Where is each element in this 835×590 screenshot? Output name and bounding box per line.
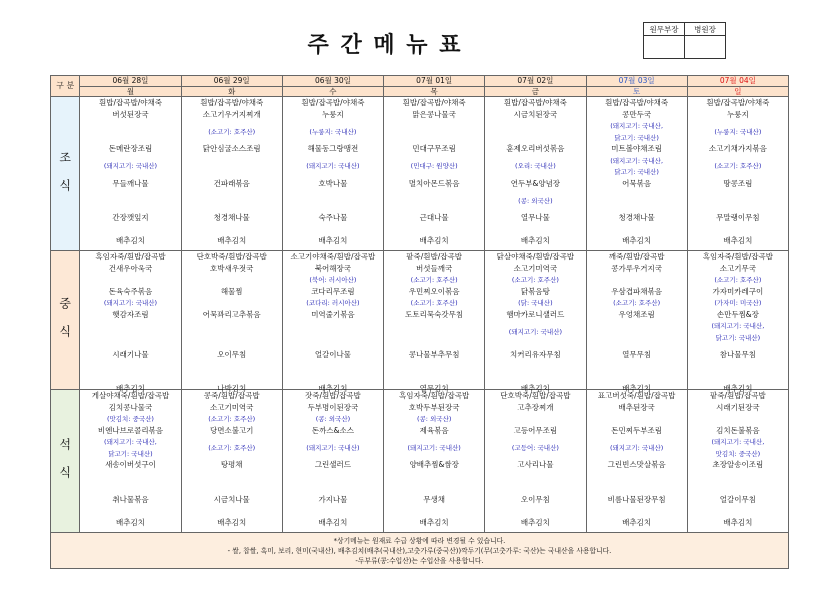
menu-item: 김치콩나물국: [108, 402, 153, 412]
menu-cell: [687, 251, 788, 394]
menu-item: 시금치된장국: [513, 109, 558, 119]
weekly-menu-table: [50, 75, 789, 569]
menu-item: 소고기야채죽/흰밥/잡곡밥: [290, 252, 376, 261]
menu-cell: [384, 390, 485, 533]
menu-item: 흰밥/잡곡밥/야채죽: [503, 98, 567, 107]
origin-note: (돼지고기: 국내산,: [104, 438, 157, 446]
menu-item: 무들깨나물: [112, 178, 149, 188]
menu-item: 취나물볶음: [112, 494, 149, 504]
menu-item: 흰밥/잡곡밥/야채죽: [605, 98, 669, 107]
menu-item: 김치돈불볶음: [716, 425, 760, 435]
menu-item: 흰밥/잡곡밥/야채죽: [301, 98, 365, 107]
origin-note: (소고기: 호주산): [511, 276, 559, 284]
menu-item: 우삼겹파채볶음: [611, 286, 662, 296]
origin-note: (코다리: 러시아산): [306, 299, 360, 307]
menu-item: 근대나물: [419, 213, 449, 222]
menu-item: 흑임자죽/흰밥/잡곡밥: [95, 252, 166, 261]
menu-cell: [586, 97, 687, 251]
menu-item: 시래기된장국: [716, 402, 760, 412]
menu-item: 흰밥/잡곡밥/야채죽: [98, 98, 162, 107]
menu-item: 소고기무국: [719, 263, 756, 273]
menu-item: 비름나물된장무침: [607, 494, 666, 504]
origin-note: (소고기: 호주산): [208, 443, 256, 452]
menu-item: 제육볶음: [419, 425, 449, 435]
menu-item: 배추김치: [115, 517, 145, 527]
menu-item: 코다리무조림: [311, 286, 355, 296]
menu-item: 나박김치: [217, 384, 247, 394]
origin-note: (가자미: 미국산): [714, 299, 762, 307]
origin-note: (소고기: 호주산): [714, 162, 762, 171]
menu-cell: [687, 390, 788, 533]
menu-item: 배추김치: [419, 236, 449, 245]
menu-item: 흰밥/잡곡밥/야채죽: [402, 98, 466, 107]
menu-cell: [181, 97, 282, 251]
date-cell: 07월 03일: [586, 76, 687, 87]
menu-item: 콩만두국: [622, 109, 652, 119]
menu-item: 땅콩조림: [723, 178, 753, 188]
menu-item: 어묵볶음: [622, 178, 652, 188]
gubun-header: 구 분: [51, 76, 80, 97]
origin-note: 닭고기: 국내산): [614, 133, 659, 142]
menu-cell: [181, 390, 282, 533]
menu-item: 우엉채조림: [618, 309, 655, 319]
day-cell: 일: [687, 87, 788, 97]
origin-note: 맛김치: 중국산): [715, 449, 761, 458]
origin-note: (소고기: 호주산): [714, 276, 762, 284]
menu-item: 배추김치: [217, 517, 247, 527]
menu-item: 호박두부된장국: [408, 402, 460, 412]
origin-note: (콩: 외국산): [315, 415, 351, 423]
menu-item: 잣죽/흰밥/잡곡밥: [305, 391, 361, 400]
origin-note: (돼지고기: 국내산): [103, 299, 158, 307]
menu-item: 탕평채: [220, 460, 243, 469]
menu-item: 무말랭이무침: [716, 213, 760, 222]
origin-note: (닭: 국내산): [518, 299, 553, 307]
menu-item: 누룽지: [322, 109, 344, 119]
menu-cell: [80, 251, 181, 394]
meal-label: 석 식: [51, 390, 80, 533]
menu-cell: [485, 97, 586, 251]
menu-item: 소고기미역국: [209, 402, 254, 412]
note-line: *상기메뉴는 원재료 수급 상황에 따라 변경될 수 있습니다.: [333, 537, 506, 545]
menu-item: 손만두찜&장: [716, 309, 759, 319]
menu-item: 표고버섯죽/흰밥/잡곡밥: [597, 391, 676, 400]
menu-item: 콩나물부추무침: [408, 349, 460, 359]
date-cell: 06월 28일: [80, 76, 181, 87]
menu-item: 고사리나물: [517, 460, 554, 469]
origin-note: 닭고기: 국내산): [715, 333, 761, 342]
origin-note: 닭고기: 국내산): [108, 449, 153, 458]
menu-item: 얼갈이나물: [314, 349, 352, 359]
menu-cell: [586, 251, 687, 394]
origin-note: (누룽지: 국내산): [714, 127, 762, 136]
menu-item: 민대구무조림: [412, 144, 456, 153]
menu-item: 연두부&양념장: [510, 178, 561, 188]
menu-item: 팥죽/흰밥/잡곡밥: [709, 391, 766, 400]
menu-item: 열무나물: [520, 213, 550, 222]
note-line: -두부류(콩:수입산)는 수입산을 사용합니다.: [355, 557, 484, 565]
notes-cell: [51, 533, 789, 569]
menu-item: 돈민찌두부조림: [611, 425, 662, 435]
menu-item: 그린빈스맛살볶음: [607, 460, 666, 469]
menu-item: 닭안심굴소스조림: [202, 144, 261, 153]
menu-item: 햇감자조림: [112, 309, 149, 319]
menu-item: 호박나물: [318, 178, 348, 188]
origin-note: (소고기: 호주산): [613, 299, 661, 307]
day-cell: 목: [384, 87, 485, 97]
origin-note: (오리: 국내산): [515, 162, 556, 171]
day-cell: 월: [80, 87, 181, 97]
menu-item: 돈메란장조림: [108, 144, 153, 153]
meal-row-breakfast: [51, 97, 789, 251]
menu-item: 소고기채가지볶음: [708, 144, 767, 153]
menu-item: 배추김치: [723, 236, 753, 245]
menu-item: 북어해장국: [314, 263, 352, 273]
menu-cell: [282, 251, 383, 394]
menu-item: 배추김치: [622, 384, 652, 394]
menu-item: 닭볶음탕: [520, 286, 550, 296]
origin-note: (돼지고기: 국내산): [103, 162, 158, 171]
menu-item: 배추김치: [318, 384, 348, 394]
menu-item: 건새우아욱국: [108, 263, 153, 273]
menu-item: 배추김치: [419, 517, 449, 527]
menu-item: 무생채: [423, 494, 446, 504]
signature-cell: [644, 36, 685, 59]
menu-item: 돈까스&소스: [311, 425, 354, 435]
meal-label: 중 식: [51, 251, 80, 390]
menu-item: 건파래볶음: [213, 178, 250, 188]
menu-item: 소고기우거지찌개: [202, 109, 261, 119]
menu-cell: [282, 97, 383, 251]
origin-note: (돼지고기: 국내산): [306, 162, 360, 171]
menu-item: 치커리유자무침: [510, 349, 561, 359]
approval-box: [643, 22, 726, 59]
menu-item: 단호박죽/흰밥/잡곡밥: [500, 391, 571, 400]
menu-item: 시금치나물: [213, 494, 250, 504]
menu-item: 고등어무조림: [513, 425, 558, 435]
meal-row-lunch: [51, 251, 789, 390]
meal-row-dinner: [51, 390, 789, 533]
page-title: 주 간 메 뉴 표: [307, 33, 463, 58]
menu-item: 어묵꽈리고추볶음: [202, 309, 261, 319]
approval-label: 병원장: [685, 23, 726, 36]
menu-item: 오이무침: [217, 349, 247, 359]
menu-item: 비엔나브로콜리볶음: [97, 425, 164, 435]
menu-item: 배추김치: [520, 236, 550, 245]
origin-note: (소고기: 호주산): [208, 415, 256, 423]
menu-item: 새송이버섯구이: [105, 460, 156, 469]
menu-item: 미역줄기볶음: [311, 309, 355, 319]
day-cell: 화: [181, 87, 282, 97]
origin-note: (돼지고기: 국내산): [508, 327, 563, 336]
date-cell: 07월 02일: [485, 76, 586, 87]
menu-item: 간장깻잎지: [112, 213, 149, 222]
menu-item: 버섯된장국: [112, 109, 149, 119]
menu-item: 흰밥/잡곡밥/야채죽: [706, 98, 770, 107]
date-cell: 07월 04일: [687, 76, 788, 87]
menu-cell: [485, 251, 586, 394]
origin-note: (맛김치: 중국산): [106, 415, 154, 423]
menu-item: 배추김치: [723, 517, 753, 527]
menu-cell: [586, 390, 687, 533]
menu-item: 청경채나물: [618, 213, 655, 222]
signature-cell: [685, 36, 726, 59]
menu-item: 호박새우젓국: [209, 263, 254, 273]
menu-item: 얼갈이무침: [719, 494, 756, 504]
menu-item: 돈육숙주볶음: [108, 286, 153, 296]
menu-cell: [80, 97, 181, 251]
menu-item: 배추김치: [115, 236, 145, 245]
menu-item: 게살야채죽/흰밥/잡곡밥: [91, 391, 170, 400]
day-row: [51, 87, 789, 97]
origin-note: (고등어: 국내산): [511, 443, 559, 452]
menu-item: 해물찜: [220, 286, 243, 296]
menu-item: 배추김치: [217, 236, 247, 245]
menu-item: 두부명이된장국: [307, 402, 359, 412]
meal-label: 조 식: [51, 97, 80, 251]
menu-item: 가지나물: [318, 494, 348, 504]
menu-item: 참나물무침: [719, 349, 756, 359]
origin-note: (민대구: 원양산): [410, 162, 458, 171]
menu-item: 콩가루우거지국: [611, 263, 662, 273]
notes-row: [51, 533, 789, 569]
origin-note: (콩: 외국산): [416, 415, 452, 423]
menu-cell: [485, 390, 586, 533]
menu-item: 배추김치: [622, 517, 652, 527]
menu-cell: [181, 251, 282, 394]
menu-item: 우민찌오이볶음: [408, 286, 460, 296]
menu-item: 오이무침: [520, 494, 550, 504]
menu-item: 흑임자죽/흰밥/잡곡밥: [399, 391, 470, 400]
menu-item: 배추김치: [520, 384, 550, 394]
day-cell: 수: [282, 87, 383, 97]
menu-item: 햄마카로니샐러드: [506, 309, 565, 319]
menu-item: 미트볼야채조림: [611, 144, 662, 153]
menu-item: 배추김치: [318, 517, 348, 527]
menu-item: 청경채나물: [213, 213, 250, 222]
menu-item: 흰밥/잡곡밥/야채죽: [200, 98, 264, 107]
origin-note: (소고기: 호주산): [208, 127, 256, 136]
menu-item: 양배추찜&쌈장: [409, 460, 459, 469]
origin-note: (돼지고기: 국내산): [306, 443, 360, 452]
menu-item: 콩죽/흰밥/잡곡밥: [203, 391, 260, 400]
menu-item: 멸치아몬드볶음: [408, 178, 460, 188]
menu-cell: [384, 97, 485, 251]
menu-item: 해물동그랑땡전: [307, 144, 359, 153]
date-cell: 07월 01일: [384, 76, 485, 87]
origin-note: (돼지고기: 국내산): [609, 443, 664, 452]
menu-item: 훈제오리버섯볶음: [506, 144, 565, 153]
date-row: [51, 76, 789, 87]
menu-item: 가자미카레구이: [712, 286, 764, 296]
menu-item: 열무김치: [419, 384, 449, 394]
origin-note: (돼지고기: 국내산): [407, 443, 461, 452]
menu-item: 그린샐러드: [314, 460, 352, 469]
day-cell: 토: [586, 87, 687, 97]
menu-item: 배추김치: [115, 384, 145, 394]
day-cell: 금: [485, 87, 586, 97]
menu-item: 배추김치: [318, 236, 348, 245]
menu-cell: [384, 251, 485, 394]
menu-item: 흑임자죽/흰밥/잡곡밥: [702, 252, 773, 261]
origin-note: (돼지고기: 국내산,: [711, 438, 765, 446]
menu-item: 배추김치: [723, 384, 753, 394]
date-cell: 06월 30일: [282, 76, 383, 87]
note-line: - 쌀, 찹쌀, 흑미, 보리, 현미(국내산), 배추김치(배추(국내산),고춧가루(중국산))깍두기(무(고춧가루: 국산)는 국내산을 사용합니다.: [227, 547, 612, 555]
origin-note: (콩: 외국산): [518, 196, 553, 205]
origin-note: (돼지고기: 국내산,: [610, 122, 664, 130]
menu-cell: [282, 390, 383, 533]
menu-item: 당면소불고기: [209, 425, 254, 435]
origin-note: 닭고기: 국내산): [614, 168, 659, 176]
menu-item: 초장알송이조림: [712, 460, 764, 469]
menu-item: 깨죽/흰밥/잡곡밥: [608, 252, 665, 261]
menu-item: 숙주나물: [318, 213, 348, 222]
origin-note: (소고기: 호주산): [410, 276, 458, 284]
menu-item: 열무무침: [622, 349, 652, 359]
menu-cell: [80, 390, 181, 533]
menu-item: 버섯들깨국: [416, 263, 453, 273]
origin-note: (소고기: 호주산): [410, 299, 458, 307]
menu-item: 누룽지: [727, 109, 749, 119]
menu-item: 맑은콩나물국: [412, 109, 456, 119]
menu-item: 시래기나물: [112, 349, 149, 359]
origin-note: (돼지고기: 국내산,: [711, 322, 765, 330]
approval-label: 원무부장: [644, 23, 685, 36]
menu-item: 닭살야채죽/흰밥/잡곡밥: [496, 252, 575, 261]
menu-item: 도토리묵숙갓무침: [405, 309, 464, 319]
menu-item: 단호박죽/흰밥/잡곡밥: [196, 252, 267, 261]
menu-item: 배추김치: [622, 236, 652, 245]
date-cell: 06월 29일: [181, 76, 282, 87]
menu-item: 배추김치: [520, 517, 550, 527]
menu-item: 배추된장국: [618, 402, 655, 412]
origin-note: (돼지고기: 국내산,: [610, 156, 664, 165]
menu-item: 팥죽/흰밥/잡곡밥: [406, 252, 463, 261]
origin-note: (누룽지: 국내산): [309, 127, 357, 136]
menu-cell: [687, 97, 788, 251]
menu-item: 고추장찌개: [517, 402, 554, 412]
menu-item: 소고기미역국: [513, 263, 558, 273]
origin-note: (북어: 러시아산): [309, 276, 357, 284]
